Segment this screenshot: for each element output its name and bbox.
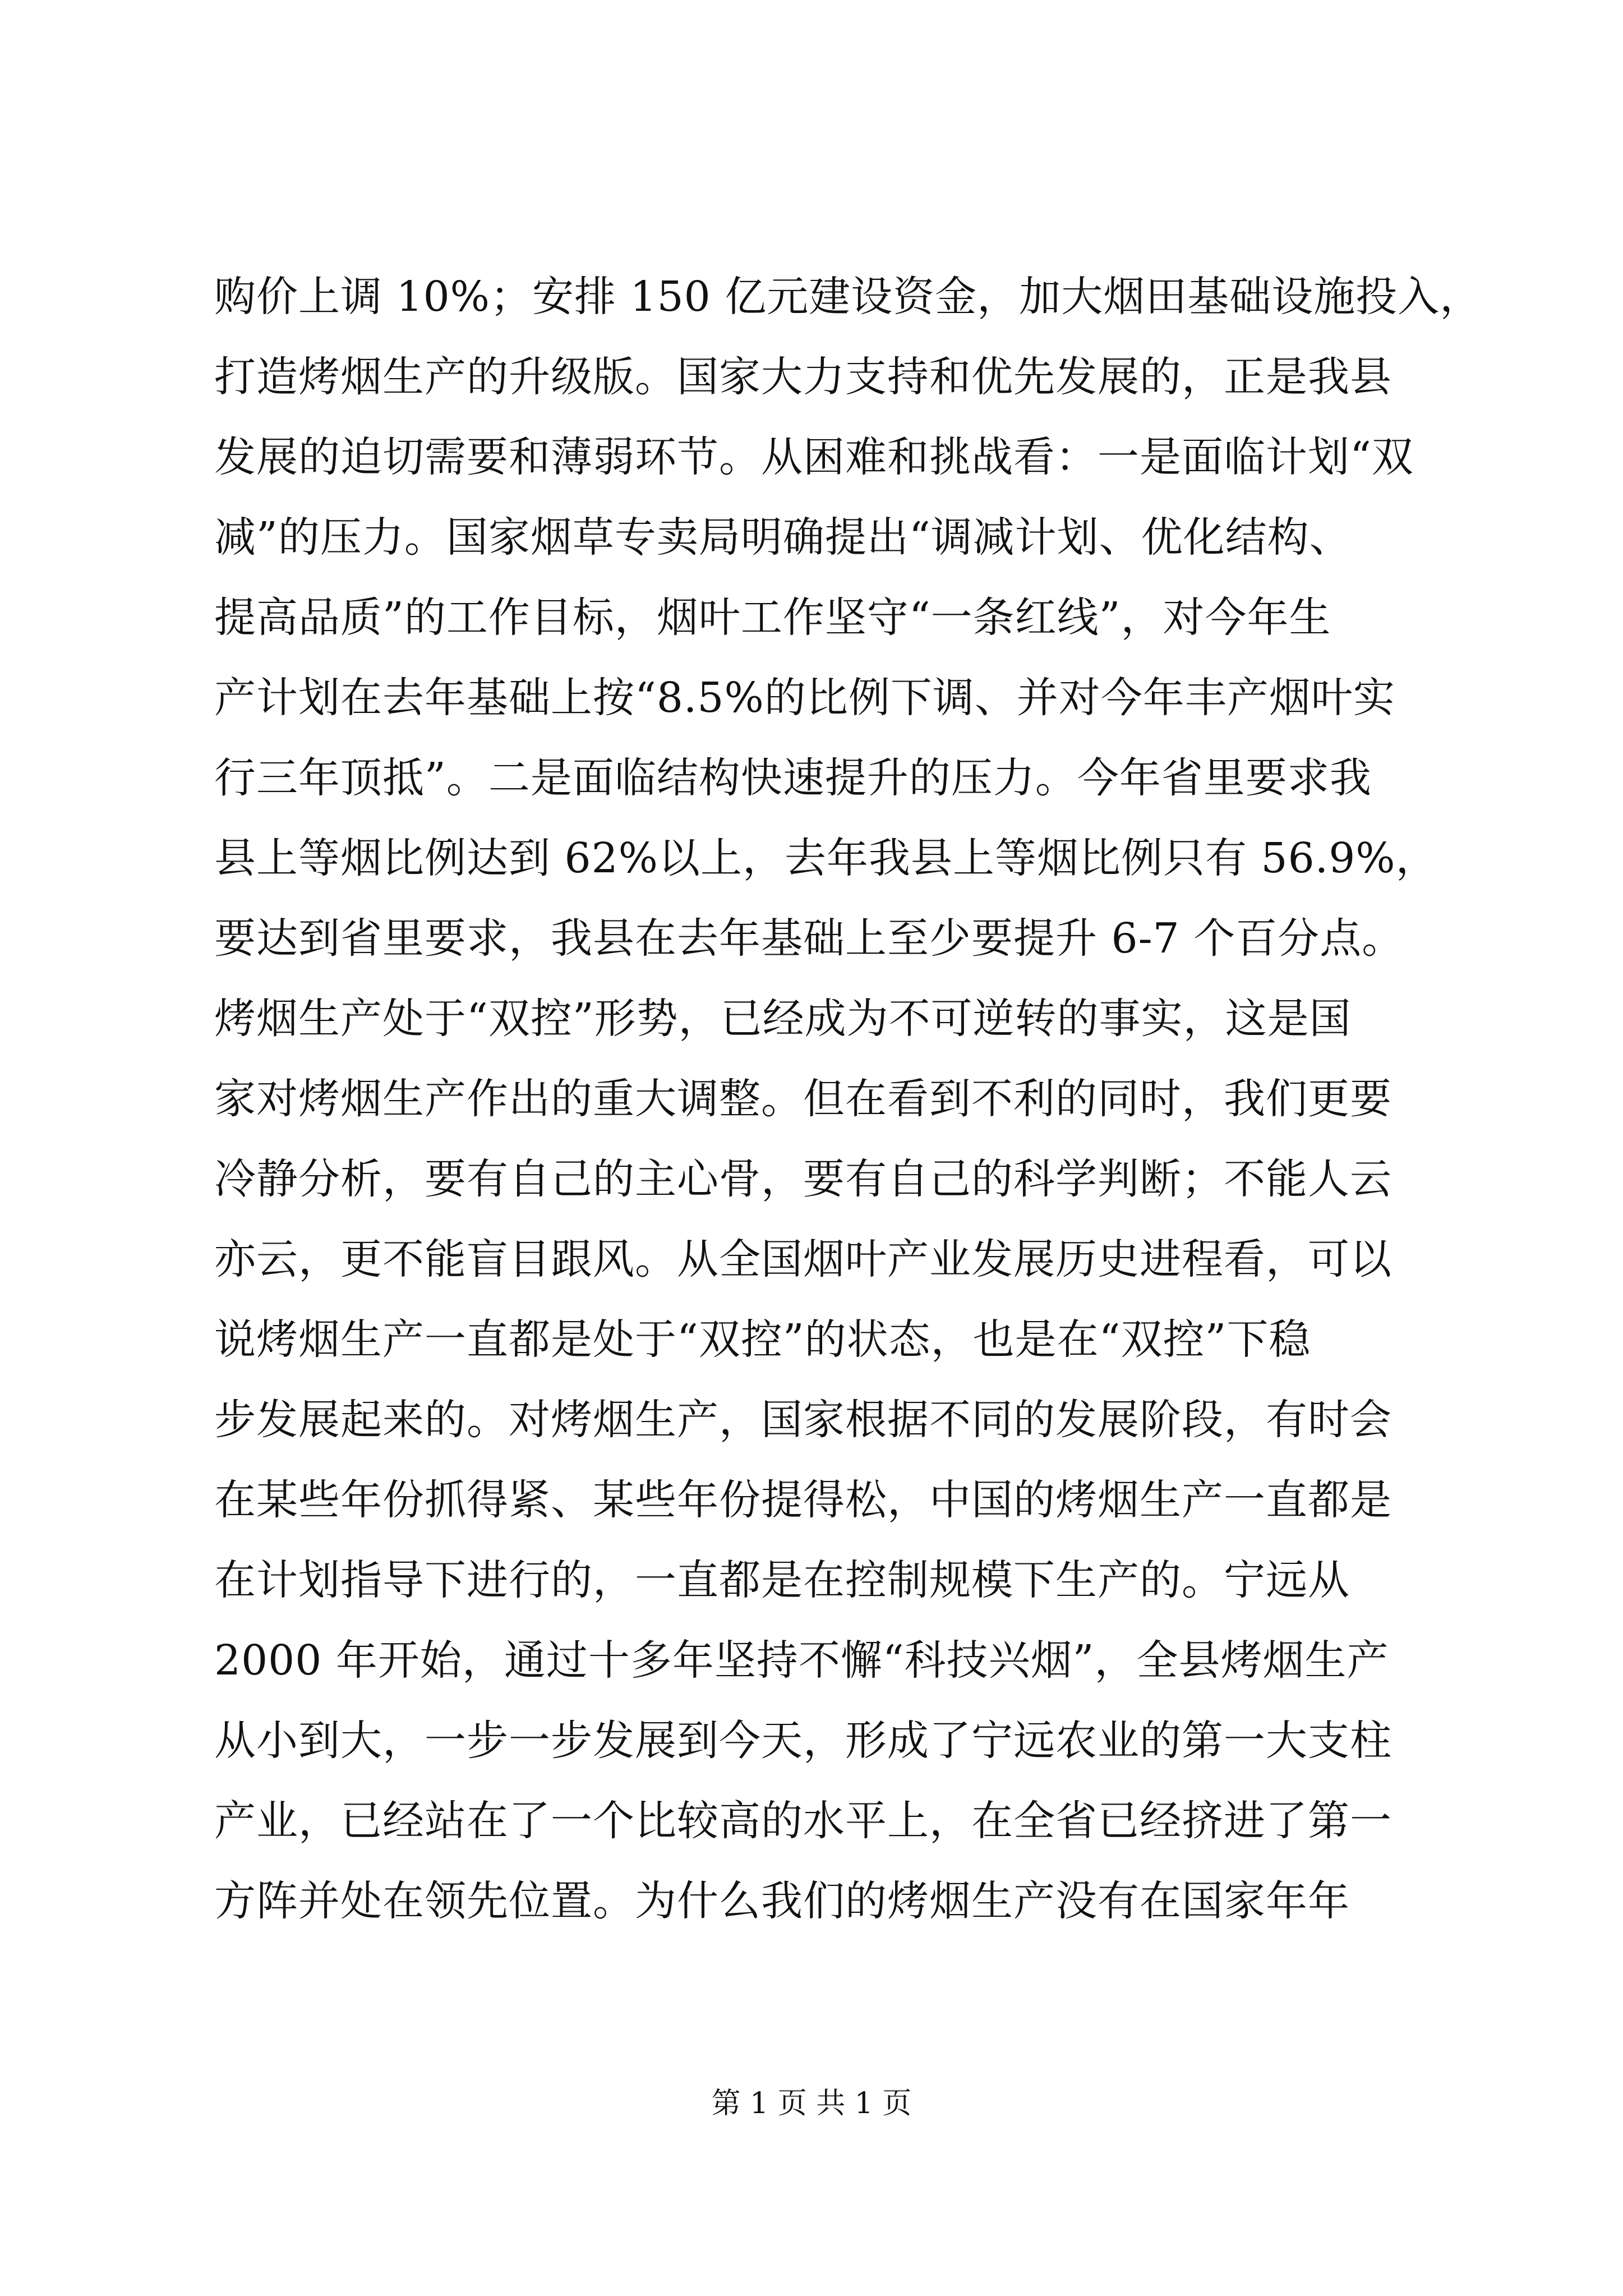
text-line: 产业，已经站在了一个比较高的水平上，在全省已经挤进了第一 — [214, 1797, 1392, 1845]
text-line: 要达到省里要求，我县在去年基础上至少要提升 6-7 个百分点。 — [214, 914, 1404, 963]
text-line: 减”的压力。国家烟草专卖局明确提出“调减计划、优化结构、 — [214, 513, 1352, 562]
text-line: 购价上调 10%；安排 150 亿元建设资金，加大烟田基础设施投入， — [214, 273, 1482, 321]
body-text — [214, 257, 1482, 1941]
text-line: 打造烤烟生产的升级版。国家大力支持和优先发展的，正是我县 — [214, 353, 1392, 401]
page-footer: 第 1 页 共 1 页 — [711, 2087, 912, 2120]
text-line: 家对烤烟生产作出的重大调整。但在看到不利的同时，我们更要 — [214, 1075, 1392, 1123]
text-line: 县上等烟比例达到 62%以上，去年我县上等烟比例只有 56.9%， — [214, 834, 1438, 882]
text-line: 烤烟生产处于“双控”形势，已经成为不可逆转的事实，这是国 — [214, 995, 1352, 1043]
text-line: 发展的迫切需要和薄弱环节。从困难和挑战看：一是面临计划“双 — [214, 433, 1414, 481]
text-line: 行三年顶抵”。二是面临结构快速提升的压力。今年省里要求我 — [214, 754, 1372, 802]
text-line: 步发展起来的。对烤烟生产，国家根据不同的发展阶段，有时会 — [214, 1396, 1392, 1444]
text-line: 冷静分析，要有自己的主心骨，要有自己的科学判断；不能人云 — [214, 1155, 1392, 1203]
text-line: 从小到大，一步一步发展到今天，形成了宁远农业的第一大支柱 — [214, 1717, 1392, 1765]
text-line: 2000 年开始，通过十多年坚持不懈“科技兴烟”，全县烤烟生产 — [214, 1636, 1389, 1685]
text-line: 提高品质”的工作目标，烟叶工作坚守“一条红线”，对今年生 — [214, 593, 1331, 642]
text-line: 在计划指导下进行的，一直都是在控制规模下生产的。宁远从 — [214, 1556, 1350, 1604]
text-line: 产计划在去年基础上按“8.5%的比例下调、并对今年丰产烟叶实 — [214, 674, 1395, 722]
text-line: 亦云，更不能盲目跟风。从全国烟叶产业发展历史进程看，可以 — [214, 1235, 1392, 1283]
text-line: 说烤烟生产一直都是处于“双控”的状态，也是在“双控”下稳 — [214, 1315, 1311, 1364]
text-line: 方阵并处在领先位置。为什么我们的烤烟生产没有在国家年年 — [214, 1877, 1350, 1925]
text-line: 在某些年份抓得紧、某些年份提得松，中国的烤烟生产一直都是 — [214, 1476, 1392, 1524]
